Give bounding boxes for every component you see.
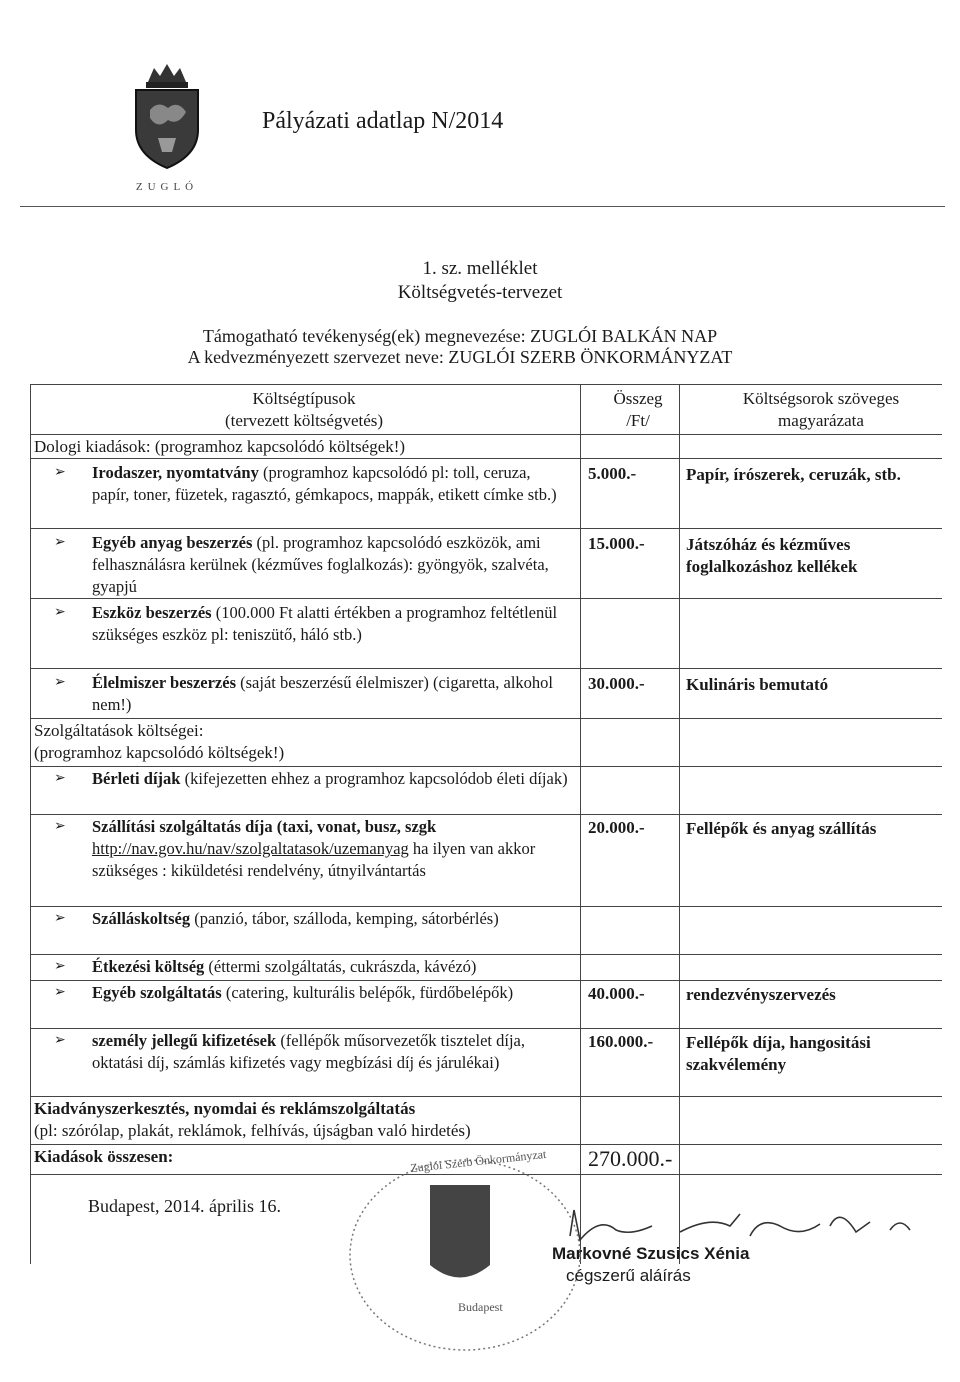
arrow-bullet-icon: ➢ [54, 465, 66, 480]
city-crest-logo [128, 60, 206, 193]
organization-name: A kedvezményezett szervezet neve: ZUGLÓI SZERB ÖNKORMÁNYZAT [187, 347, 733, 367]
explanation-cell: Játszóház és kézműves foglalkozáshoz kellékek [686, 535, 858, 576]
arrow-bullet-icon: ➢ [54, 911, 66, 926]
stamp-city: Budapest [458, 1300, 503, 1314]
header-divider [20, 206, 945, 207]
arrow-bullet-icon: ➢ [54, 1033, 66, 1048]
crest-caption: ZUGLÓ [135, 181, 199, 193]
arrow-bullet-icon: ➢ [54, 605, 66, 620]
explanation-header: Költségsorok szöveges magyarázata [742, 389, 900, 430]
section-publishing: Kiadványszerkesztés, nyomdai és reklámszolgáltatás (pl: szórólap, plakát, reklámok, felhívás, újságban való hirdetés) [34, 1099, 471, 1140]
annex-title: Költségvetés-tervezet [397, 282, 563, 303]
explanation-cell: rendezvényszervezés [686, 985, 836, 1004]
activity-name: Támogatható tevékenység(ek) megnevezése: ZUGLÓI BALKÁN NAP [202, 326, 718, 346]
explanation-cell: Papír, írószerek, ceruzák, stb. [686, 465, 901, 484]
section-dologi: Dologi kiadások: (programhoz kapcsolódó költségek!) [34, 437, 406, 456]
stamp-text: Zuglói Szerb Önkormányzat [409, 1146, 547, 1176]
arrow-bullet-icon: ➢ [54, 675, 66, 690]
signature-caption: cégszerű aláírás [566, 1266, 691, 1285]
total-label: Kiadások összesen: [34, 1147, 174, 1166]
arrow-bullet-icon: ➢ [54, 535, 66, 550]
explanation-cell: Fellépők és anyag szállítás [686, 819, 877, 838]
nav-fuel-link[interactable]: http://nav.gov.hu/nav/szolgaltatasok/uzemanyag [92, 839, 409, 858]
annex-number: 1. sz. melléklet [422, 258, 538, 279]
arrow-bullet-icon: ➢ [54, 819, 66, 834]
amount-header: Összeg /Ft/ [613, 389, 663, 430]
amount-cell: 160.000.- [588, 1032, 654, 1051]
amount-cell: 30.000.- [588, 674, 645, 693]
page-title: Pályázati adatlap N/2014 [262, 108, 504, 134]
amount-cell: 40.000.- [588, 984, 645, 1003]
cost-types-header: Költségtípusok (tervezett költségvetés) [224, 389, 384, 430]
explanation-cell: Fellépők díja, hangositási szakvélemény [686, 1033, 871, 1074]
signer-name: Markovné Szusics Xénia [552, 1244, 750, 1263]
arrow-bullet-icon: ➢ [54, 771, 66, 786]
amount-cell: 20.000.- [588, 818, 645, 837]
place-date: Budapest, 2014. április 16. [88, 1196, 281, 1216]
arrow-bullet-icon: ➢ [54, 985, 66, 1000]
budget-table: Költségtípusok (tervezett költségvetés) Összeg /Ft/ Költségsorok szöveges magyarázata Dologi kiadások: (programhoz kapcsolódó költségek!) ➢ Irodaszer, nyomtatvány (programhoz kapcsolódó pl: toll, ceruza, papír, toner, füzetek, ragasztó, gémkapocs, mappák, etikett címke stb.) 5.000.- Papír, írószerek, ceruzák, stb. ➢ Egyéb anyag beszerzés (pl. programhoz kapcsolódó eszközök, ami felhasználásra kerülnek (kézműves foglalkozás): gyöngyök, szalvéta, gyapjú 15.000.- Játszóház és kézműves foglalkozáshoz kellékek ➢ Eszköz beszerzés (100.000 Ft alatti értékben a programhoz feltétlenül szükséges eszköz pl: teniszütő, háló stb.) ➢ Élelmiszer beszerzés (saját beszerzésű élelmiszer) (cigaretta, alkohol nem!) 30.000.- Kulináris bemutató Szolgáltatások költségei: (programhoz kapcsolódó költségek!) ➢ Bérleti díjak (kifejezetten ehhez a programhoz kapcsolódob életi díjak) ➢ Szállítási szolgáltatás díja (taxi, vonat, busz, szgk http://nav.gov.hu/nav/szolgaltatasok/uzemanyag ha ilyen van akkor szükséges : kiküldetési rendelvény, útnyilvántartás 20.000.- Fellépők és anyag szállítás ➢ Szálláskoltség (panzió, tábor, szálloda, kemping, sátorbérlés) ➢ Étkezési költség (éttermi szolgáltatás, cukrászda, kávézó) ➢ Egyéb szolgáltatás (catering, kulturális belépők, fürdőbelépők) 40.000.- rendezvényszervezés ➢ személy jellegű kifizetések (fellépők műsorvezetők tisztelet díja, oktatási díj, számlás kifizetés vagy megbízási díj és járulékai) 160.000.- Fellépők díja, hangositási szakvélemény Kiadványszerkesztés, nyomdai és reklámszolgáltatás (pl: szórólap, plakát, reklámok, felhívás, újságban való hirdetés) Kiadások összesen: 270.000.- [34, 384, 946, 1264]
amount-cell: 15.000.- [588, 534, 645, 553]
section-services: Szolgáltatások költségei: (programhoz kapcsolódó költségek!) [34, 721, 285, 762]
total-amount: 270.000.- [588, 1146, 673, 1171]
arrow-bullet-icon: ➢ [54, 959, 66, 974]
explanation-cell: Kulináris bemutató [686, 675, 829, 694]
amount-cell: 5.000.- [588, 464, 637, 483]
